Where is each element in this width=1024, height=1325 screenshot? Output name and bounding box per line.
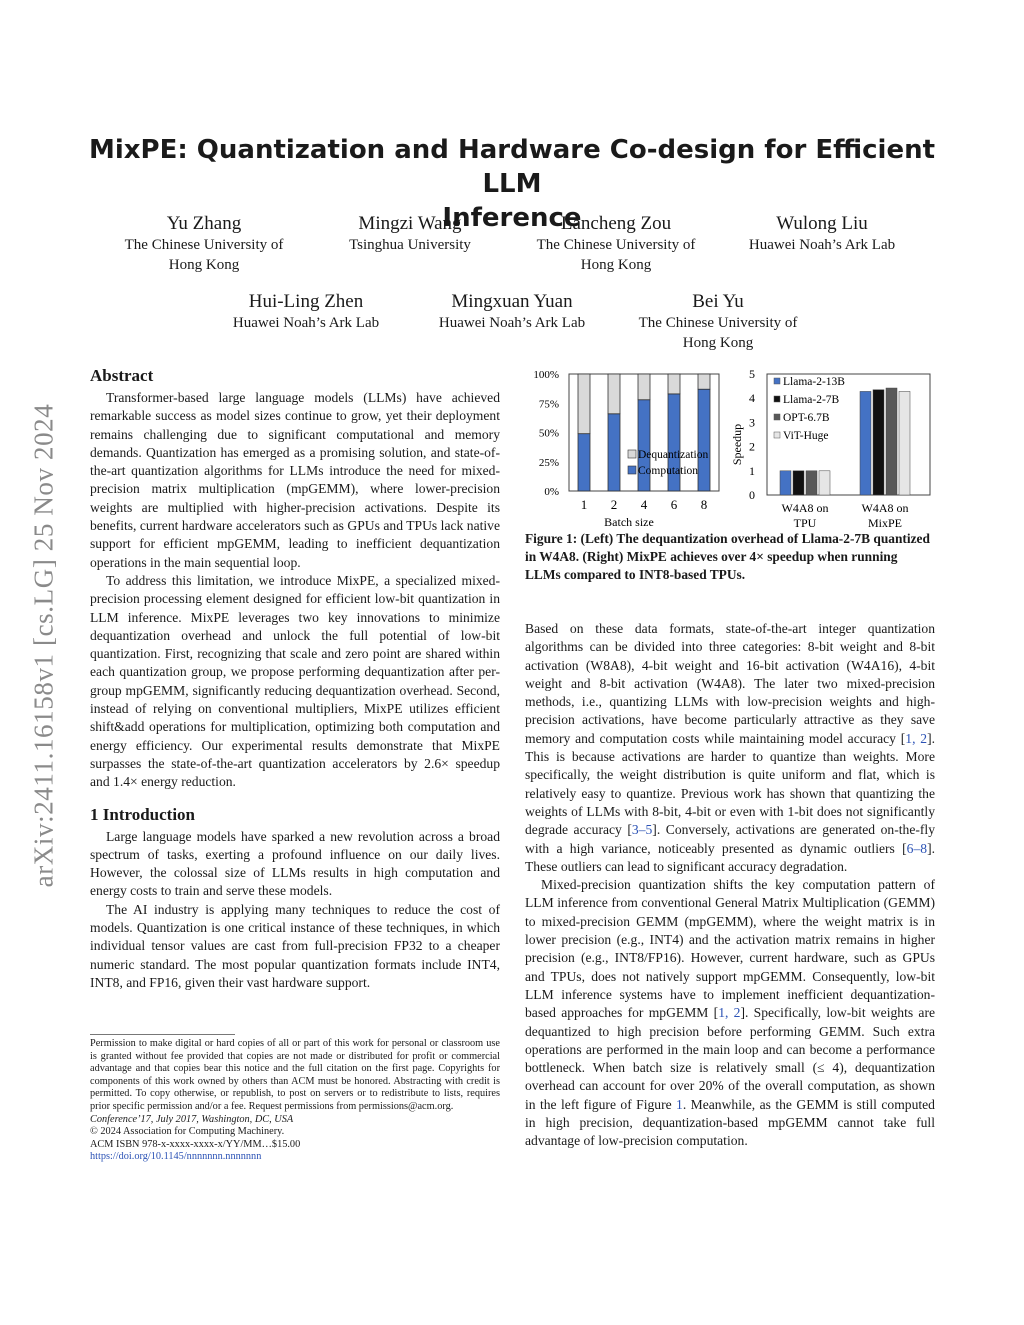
legend-swatch — [628, 450, 636, 458]
figure-caption: Figure 1: (Left) The dequantization overhead of Llama-2-7B quantized in W4A8. (Right) MixPE achieves over 4× speedup when running LLMs compared to INT8-based TPUs. — [525, 531, 930, 582]
x-tick-label: W4A8 on — [861, 501, 909, 515]
y-axis-label: Speedup — [730, 423, 744, 466]
bar-computation — [578, 434, 590, 491]
section-heading-introduction: 1 Introduction — [90, 804, 196, 824]
bar-dequantization — [578, 374, 590, 434]
bar-dequantization — [638, 374, 650, 400]
y-tick-label: 75% — [538, 398, 559, 411]
arxiv-stamp: arXiv:2411.16158v1 [cs.LG] 25 Nov 2024 — [28, 403, 59, 887]
y-tick-label: 2 — [749, 439, 755, 454]
body-paragraph: Based on these data formats, state-of-the-art integer quantization algorithms can be divided into three categories: 8-bit weight and 8-bit activation (W8A8), 4-bit weight and 16-bit activation (W4A16), 4-bit weight and 8-bit activation (W4A8). The later two mixed-precision methods, i.e., quantizing LLMs with low-precision weights and high-precision activations, have become particularly attractive as they save memory and computation costs while maintaining model accuracy [1, 2]. This is because activations are harder to quantize than weights. More specifically, the weight distribution is quite uniform and flat, which is relatively easy to quantize. Previous work has shown that quantizing the weights of LLMs with 8-bit, 4-bit or even with 1-bit does not significantly degrade accuracy [3–5]. Conversely, activations are generated on-the-fly with a high variance, noticeably presented as dynamic outliers [6–8]. These outliers can lead to significant accuracy degradation. — [525, 621, 935, 874]
legend-swatch — [628, 466, 636, 474]
bar-vit-huge — [899, 391, 910, 495]
y-tick-label: 50% — [538, 427, 559, 440]
abstract-heading: Abstract — [90, 366, 154, 385]
y-tick-label: 3 — [749, 415, 755, 430]
author-block: Mingzi Wang Tsinghua University — [349, 213, 471, 253]
body-paragraph: Mixed-precision quantization shifts the key computation pattern of LLM inference from conventional General Matrix Multiplication (GEMM) to mixed-precision GEMM (mpGEMM), where the weight matrix is in lower precision (e.g., INT4) and the activation matrix remains in higher precision (e.g., INT8/FP16). However, current hardware, such as GPUs and TPUs, does not natively support mpGEMM. Consequently, low-bit LLM inference systems have to implement inefficient dequantization-based approaches for mpGEMM [1, 2]. Specifically, low-bit weights are dequantized to high precision before performing GEMM. Such extra operations are performed in the main loop and can become a performance bottleneck. When batch size is relatively small (≤ 4), dequantization overhead can account for over 20% of the overall computation, as shown in the left figure of Figure 1. Meanwhile, as the GEMM is still computed in high precision, dequantization-based mpGEMM cannot take full advantage of low-precision computation. — [525, 877, 936, 1149]
legend-swatch — [774, 414, 780, 420]
citation-link[interactable]: 1, 2 — [905, 730, 928, 746]
x-tick-label: 1 — [580, 497, 588, 512]
right-column — [525, 620, 935, 1151]
bar-llama-2-7b — [873, 390, 884, 495]
y-tick-label: 0% — [544, 486, 559, 498]
y-tick-label: 0 — [749, 488, 755, 502]
legend-label: Llama-2-7B — [783, 394, 840, 406]
intro-paragraph: Large language models have sparked a new revolution across a broad spectrum of tasks, exerting a profound influence on our daily lives. However, the colossal size of LLMs results in high computation and energy costs to train and serve these models. — [90, 828, 500, 899]
x-tick-label: 6 — [670, 497, 678, 512]
bar-dequantization — [668, 374, 680, 394]
legend-label: Dequantization — [638, 449, 709, 461]
chart-speedup — [730, 367, 930, 530]
bar-dequantization — [608, 374, 620, 414]
citation-link[interactable]: 6–8 — [906, 840, 928, 856]
citation-link[interactable]: 1, 2 — [718, 1005, 741, 1021]
citation-link[interactable]: 3–5 — [631, 822, 653, 838]
x-tick-label: 2 — [610, 497, 618, 512]
intro-paragraph: The AI industry is applying many techniques to reduce the cost of models. Quantization is one critical instance of these techniques, in which individual tensor values are cast from full-precision FP32 to a cheaper numeric standard. The most popular quantization formats include INT4, INT8, and FP16, given their vast hardware support. — [90, 901, 500, 990]
bar-computation — [608, 414, 620, 491]
x-tick-label: 4 — [640, 497, 648, 512]
author-block: Bei Yu The Chinese University of Hong Kong — [638, 291, 798, 351]
footnote-rule — [90, 1034, 235, 1035]
legend-swatch — [774, 432, 780, 438]
legend-label: ViT-Huge — [783, 430, 829, 442]
author-block: Hui-Ling Zhen Huawei Noah’s Ark Lab — [232, 291, 380, 331]
doi-link[interactable]: https://doi.org/10.1145/nnnnnnn.nnnnnnn — [90, 1151, 262, 1163]
x-tick-label: 8 — [700, 497, 708, 512]
chart-dequant-overhead — [533, 369, 719, 529]
bar-computation — [638, 400, 650, 491]
x-tick-label: W4A8 on — [781, 501, 829, 515]
legend-label: Computation — [638, 465, 699, 477]
copyright-footnote: Permission to make digital or hard copies of all or part of this work for personal or classroom use is granted without fee provided that copies are not made or distributed for profit or commercial advantage and that copies bear this notice and the full citation on the first page. Copyrights for components of this work owned by others than ACM must be honored. Abstracting with credit is permitted. To copy otherwise, or republish, to post on servers or to redistribute to lists, requires prior specific permission and/or a fee. Request permissions from permissions@acm.org. Conference’17, July 2017, Washington, DC, USA © 2024 Association for Computing Machinery. ACM ISBN 978-x-xxxx-xxxx-x/YY/MM…$15.00 https://doi.org/10.1145/nnnnnnn.nnnnnnn — [90, 1038, 500, 1163]
bar-computation — [698, 389, 710, 491]
y-tick-label: 4 — [749, 391, 755, 406]
y-tick-label: 100% — [533, 369, 559, 381]
left-column — [90, 365, 500, 992]
legend-label: OPT-6.7B — [783, 412, 830, 424]
figure-link[interactable]: 1 — [676, 1096, 683, 1112]
y-tick-label: 1 — [749, 463, 755, 478]
bar-llama-2-13b — [780, 471, 791, 495]
bar-llama-2-13b — [860, 391, 871, 495]
author-block: Mingxuan Yuan Huawei Noah’s Ark Lab — [438, 291, 586, 331]
y-tick-label: 25% — [538, 456, 559, 469]
x-axis-label: Batch size — [604, 515, 654, 529]
bar-opt-6.7b — [886, 388, 897, 495]
legend-swatch — [774, 378, 780, 384]
paper-title: MixPE: Quantization and Hardware Co-design for Efficient LLM Inference — [88, 135, 936, 233]
abstract-paragraph: To address this limitation, we introduce MixPE, a specialized mixed-precision processing element designed for efficient low-bit quantization in LLM inference. MixPE leverages two key innovations to minimize dequantization overhead and unlock the full potential of low-bit quantization. First, recognizing that scale and zero point are shared within each quantization group, we propose performing dequantization after per-group mpGEMM, significantly reducing dequantization overhead. Second, instead of relying on conventional multipliers, MixPE utilizes efficient shift&add operations for multiplication, optimizing both computation and energy efficiency. Our experimental results demonstrate that MixPE surpasses the state-of-the-art quantization accelerators by 2.6× speedup and 1.4× energy reduction. — [90, 572, 500, 790]
abstract-paragraph: Transformer-based large language models (LLMs) have achieved remarkable success as model sizes continue to grow, yet their deployment remains challenging due to significant computational and memory demands. Quantization has emerged as a promising solution, and state-of-the-art quantization algorithms for LLMs introduce the need for mixed-precision matrix multiplication (mpGEMM), where lower-precision weights are multiplied with higher-precision activations. Despite its benefits, current hardware accelerators such as GPUs and TPUs lack native support for efficient mpGEMM, leading to inefficient dequantization operations in the main sequential loop. — [90, 390, 500, 570]
bar-dequantization — [698, 374, 710, 389]
author-block: Lancheng Zou The Chinese University of Hong Kong — [536, 213, 696, 273]
author-block: Wulong Liu Huawei Noah’s Ark Lab — [748, 213, 896, 253]
bar-vit-huge — [819, 471, 830, 495]
legend-swatch — [774, 396, 780, 402]
author-block: Yu Zhang The Chinese University of Hong Kong — [124, 213, 284, 273]
bar-llama-2-7b — [793, 471, 804, 495]
y-tick-label: 5 — [749, 367, 755, 381]
x-tick-label: MixPE — [867, 516, 903, 530]
bar-opt-6.7b — [806, 471, 817, 495]
legend-label: Llama-2-13B — [783, 376, 845, 388]
x-tick-label: TPU — [793, 516, 817, 530]
figure-1 — [512, 362, 952, 532]
